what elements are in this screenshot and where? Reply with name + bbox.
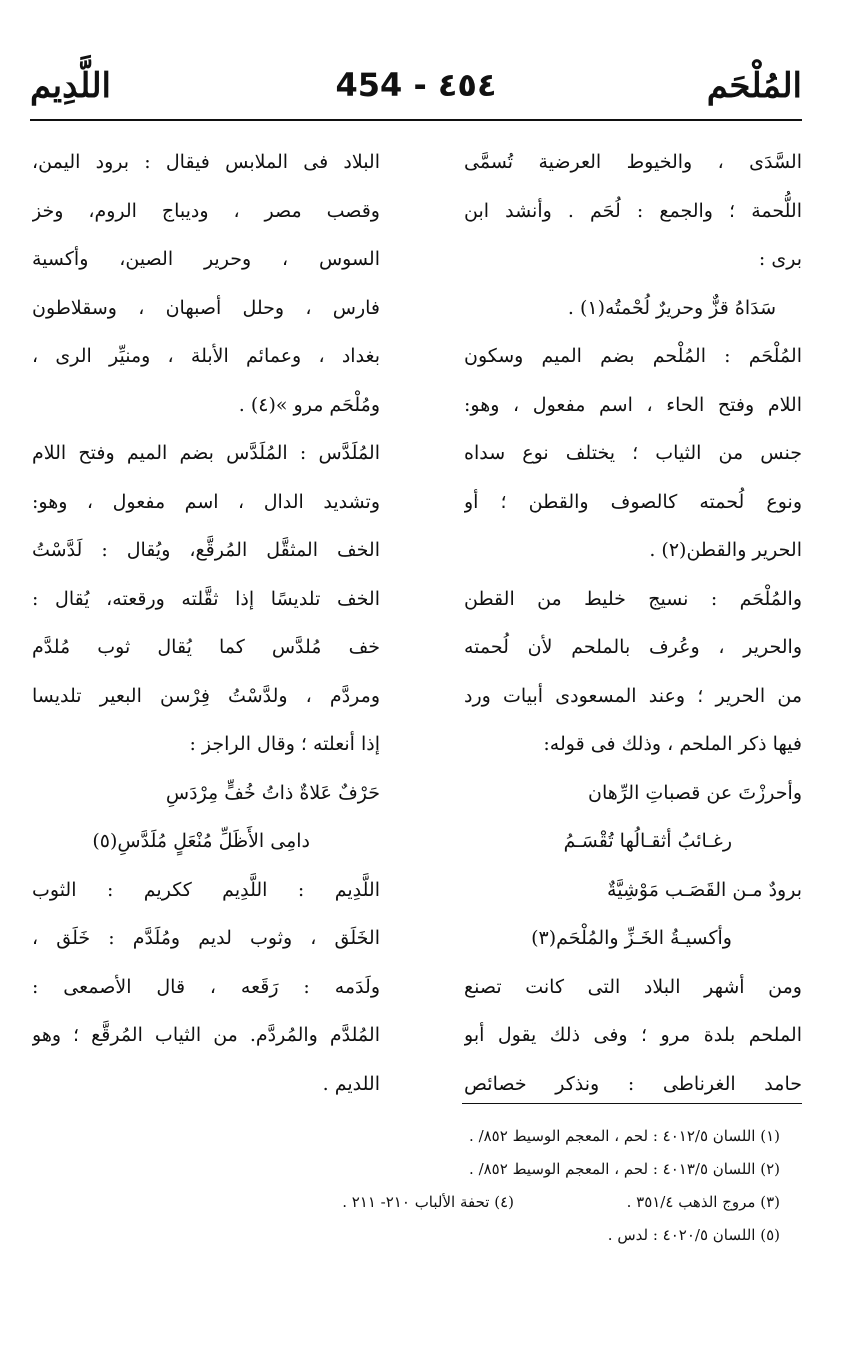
text-line: اللام وفتح الحاء ، اسم مفعول ، وهو: — [464, 393, 802, 416]
footnote: (٥) اللسان ٤٠٢٠/٥ : لدس . — [607, 1226, 780, 1244]
text-line: حامد الغرناطى : ونذكر خصائص — [464, 1072, 802, 1095]
text-line: جنس من الثياب ؛ يختلف نوع سداه — [464, 442, 802, 464]
entry-heading-line: المُلْحَم : المُلْحم بضم الميم وسكون — [464, 345, 802, 367]
header-rule — [30, 119, 802, 121]
text-line: الخف تلديسًا إذا ثقَّلته ورقعته، يُقال : — [32, 587, 380, 610]
left-column — [32, 138, 380, 1108]
verse-line: رغـائبُ أثقـالُها تُقْسَـمُ — [563, 830, 732, 852]
text-line: ونوع لُحمته كالصوف والقطن ؛ أو — [464, 490, 802, 513]
text-line: فارس ، وحلل أصبهان ، وسقلاطون — [32, 296, 380, 319]
footnote: (٢) اللسان ٤٠١٣/٥ : لحم ، المعجم الوسيط ٨٥٢/ . — [469, 1160, 780, 1178]
text-line: بغداد ، وعمائم الأبلة ، ومنيِّر الرى ، — [32, 345, 380, 367]
footnote: (٤) تحفة الألباب ٢١٠- ٢١١ . — [342, 1193, 514, 1211]
verse-line: وأحرزْتَ عن قصباتِ الرِّهان — [588, 781, 802, 804]
verse-line: سَدَاهُ قزٌّ وحريرٌ لُحْمتُه(١) . — [567, 296, 776, 319]
verse-line: وأكسيـةُ الخَـزِّ والمُلْحَم(٣) — [531, 927, 732, 949]
text-line: الخَلَق ، وثوب لديم ومُلَدَّم : خَلَق ، — [32, 927, 380, 949]
text-line: الملحم بلدة مرو ؛ وفى ذلك يقول أبو — [464, 1024, 802, 1046]
entry-heading-line: المُلَدَّس : المُلَدَّس بضم الميم وفتح اللام — [32, 442, 380, 464]
footnote: (٣) مروج الذهب ٣٥١/٤ . — [626, 1193, 780, 1211]
verse-line: حَرْفٌ عَلاةٌ ذاتُ خُفٍّ مِرْدَسِ — [165, 781, 380, 804]
text-line: السوس ، وحرير الصين، وأكسية — [32, 248, 380, 270]
text-line: الحرير والقطن(٢) . — [649, 539, 802, 561]
page-header — [30, 58, 802, 118]
verse-line: برودٌ مـن القَصَـب مَوْشِيَّةٌ — [607, 878, 802, 901]
text-line: ولَدَمه : رَقَعه ، قال الأصمعى : — [32, 975, 380, 998]
text-line: ومن أشهر البلاد التى كانت تصنع — [464, 975, 802, 998]
page-number: 454 - ٤٥٤ — [335, 66, 497, 104]
text-line: برى : — [758, 248, 802, 270]
text-line: ومردَّم ، ولدَّسْتُ فِرْسن البعير تلديسا — [32, 684, 380, 707]
text-line: اللُّحمة ؛ والجمع : لُحَم . وأنشد ابن — [464, 199, 802, 222]
text-line: خف مُلدَّس كما يُقال ثوب مُلدَّم — [32, 636, 380, 658]
header-right-entry: المُلْحَم — [706, 66, 802, 106]
footnote-rule — [462, 1103, 802, 1104]
text-line: من الحرير ؛ وعند المسعودى أبيات ورد — [464, 684, 802, 707]
text-line: والمُلْحَم : نسيج خليط من القطن — [464, 587, 802, 610]
footnote: (١) اللسان ٤٠١٢/٥ : لحم ، المعجم الوسيط ٨٥٢/ . — [469, 1127, 780, 1145]
text-line: والحرير ، وعُرف بالملحم لأن لُحمته — [464, 636, 802, 658]
text-line: إذا أنعلته ؛ وقال الراجز : — [189, 733, 380, 755]
text-line: اللديم . — [322, 1072, 380, 1095]
text-line: وقصب مصر ، وديباج الروم، وخز — [32, 199, 380, 222]
footnotes-tail — [60, 1219, 780, 1252]
text-line: البلاد فى الملابس فيقال : برود اليمن، — [32, 151, 380, 173]
entry-heading-line: اللَّدِيم : اللَّدِيم ككريم : الثوب — [32, 878, 380, 901]
header-left-entry: اللَّدِيم — [30, 66, 111, 106]
text-line: وتشديد الدال ، اسم مفعول ، وهو: — [32, 490, 380, 513]
text-line: المُلدَّم والمُردَّم. من الثياب المُرقَّع ؛ وهو — [32, 1024, 380, 1046]
text-line: ومُلْحَم مرو »(٤) . — [238, 393, 380, 416]
text-line: السَّدَى ، والخيوط العرضية تُسمَّى — [464, 151, 802, 173]
right-column — [464, 138, 802, 1108]
text-line: فيها ذكر الملحم ، وذلك فى قوله: — [543, 733, 802, 755]
text-line: الخف المثقَّل المُرقَّع، ويُقال : لَدَّسْتُ — [32, 539, 380, 561]
verse-line: دامِى الأَظَلِّ مُنْعَلٍ مُلَدَّسِ(٥) — [92, 830, 310, 852]
